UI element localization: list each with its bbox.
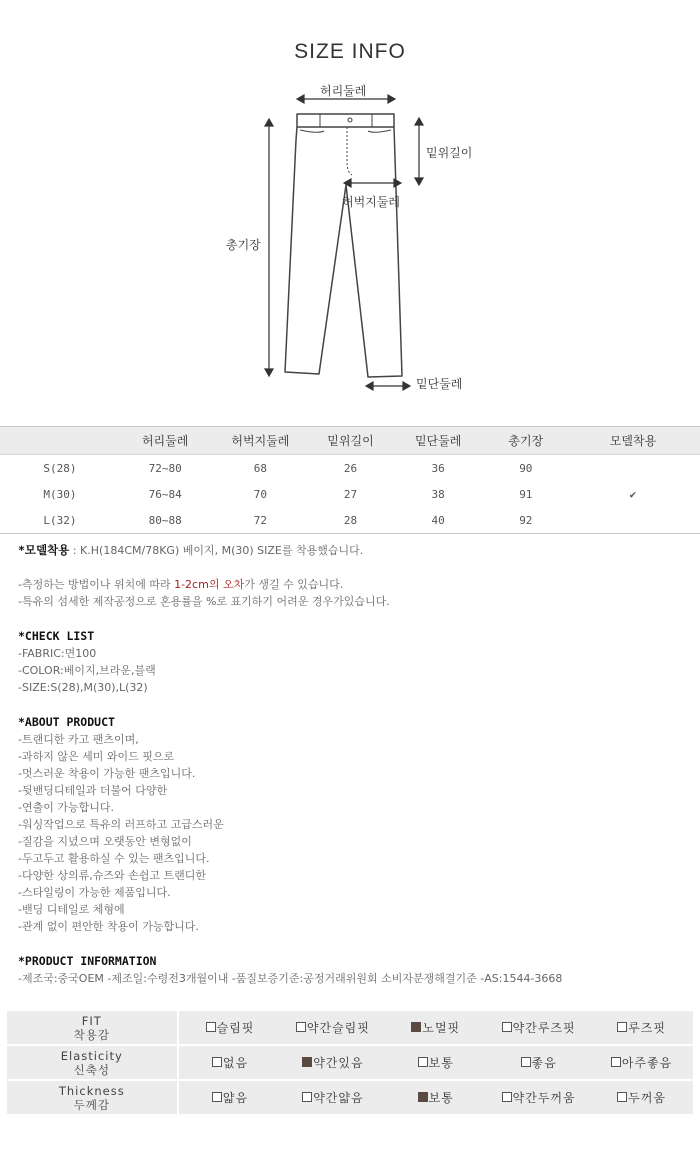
option-label: 노멀핏 bbox=[422, 1021, 461, 1035]
checkbox-checked-icon bbox=[302, 1057, 312, 1067]
elasticity-label-en: Elasticity bbox=[60, 1048, 123, 1063]
note-text: 가 생길 수 있습니다. bbox=[244, 578, 344, 591]
model-info-text: : K.H(184CM/78KG) 베이지, M(30) SIZE를 착용했습니다. bbox=[69, 544, 364, 557]
hem-cell: 38 bbox=[431, 487, 445, 501]
list-item: -과하지 않은 세미 와이드 핏으로 bbox=[18, 750, 175, 763]
size-cell: S(28) bbox=[43, 461, 77, 475]
elasticity-option bbox=[179, 1046, 282, 1079]
model-cell bbox=[566, 507, 700, 534]
thigh-cell: 72 bbox=[210, 507, 310, 534]
size-cell: L(32) bbox=[0, 507, 120, 534]
option-label: 얇음 bbox=[222, 1091, 249, 1105]
elasticity-option bbox=[281, 1046, 384, 1079]
option-label: 약간두꺼움 bbox=[512, 1091, 576, 1105]
elasticity-label bbox=[7, 1046, 179, 1079]
thickness-option bbox=[487, 1081, 590, 1114]
about-product bbox=[18, 714, 224, 935]
size-table bbox=[0, 426, 700, 534]
option-label: 슬림핏 bbox=[216, 1021, 255, 1035]
hem-cell: 40 bbox=[391, 507, 486, 534]
product-information bbox=[18, 953, 562, 987]
list-item: -워싱작업으로 특유의 러프하고 고급스러운 bbox=[18, 818, 224, 831]
checkbox-icon bbox=[617, 1022, 627, 1032]
option-label: 보통 bbox=[428, 1056, 454, 1070]
about-product-heading: *ABOUT PRODUCT bbox=[18, 715, 115, 729]
thigh-label: 허벅지둘레 bbox=[342, 195, 400, 209]
fit-table bbox=[7, 1009, 693, 1116]
model-info bbox=[18, 542, 363, 559]
check-list-heading: *CHECK LIST bbox=[18, 629, 95, 643]
list-item: -SIZE:S(28),M(30),L(32) bbox=[18, 681, 148, 694]
header-cell: 허벅지둘레 bbox=[210, 427, 310, 455]
fit-label-en: FIT bbox=[81, 1013, 102, 1028]
pants-size-diagram bbox=[0, 76, 700, 406]
list-item: -관계 없이 편안한 착용이 가능합니다. bbox=[18, 920, 199, 933]
note-line: -특유의 섬세한 제작공정으로 혼용률을 %로 표기하기 어려운 경우가있습니다. bbox=[18, 595, 390, 608]
checkbox-checked-icon bbox=[418, 1092, 428, 1102]
model-info-heading: *모델착용 bbox=[18, 543, 70, 557]
list-item: -COLOR:베이지,브라운,블랙 bbox=[18, 664, 156, 677]
size-cell: M(30) bbox=[43, 487, 77, 501]
thickness-label-en: Thickness bbox=[58, 1083, 125, 1098]
option-label: 약간슬림핏 bbox=[306, 1021, 370, 1035]
size-table-header bbox=[0, 427, 700, 455]
checkbox-icon bbox=[521, 1057, 531, 1067]
measurement-notes bbox=[18, 576, 390, 610]
model-cell bbox=[566, 455, 700, 482]
pants-illustration bbox=[0, 76, 700, 406]
length-label: 총기장 bbox=[226, 238, 261, 252]
checkbox-icon bbox=[212, 1092, 222, 1102]
list-item: -멋스러운 착용이 가능한 팬츠입니다. bbox=[18, 767, 196, 780]
thickness-label-ko: 두께감 bbox=[73, 1097, 110, 1112]
option-label: 아주좋음 bbox=[621, 1056, 673, 1070]
waist-cell: 76~84 bbox=[148, 487, 182, 501]
list-item: -FABRIC:면100 bbox=[18, 647, 97, 660]
list-item: -스타일링이 가능한 제품입니다. bbox=[18, 886, 171, 899]
fit-option bbox=[384, 1011, 487, 1044]
checkbox-icon bbox=[502, 1022, 512, 1032]
checkbox-icon bbox=[617, 1092, 627, 1102]
waist-label: 허리둘레 bbox=[320, 84, 367, 98]
thigh-cell: 68 bbox=[253, 461, 267, 475]
table-row bbox=[0, 507, 700, 534]
option-label: 좋음 bbox=[531, 1056, 557, 1070]
note-text: -측정하는 방법이나 위치에 따라 bbox=[18, 578, 175, 591]
fit-row bbox=[7, 1011, 693, 1044]
fit-label-ko: 착용감 bbox=[73, 1027, 110, 1042]
thigh-cell: 70 bbox=[253, 487, 267, 501]
fit-option bbox=[590, 1011, 693, 1044]
elasticity-option bbox=[487, 1046, 590, 1079]
rise-label: 밑위길이 bbox=[426, 146, 473, 160]
model-check-icon: ✔ bbox=[629, 487, 637, 501]
option-label: 루즈핏 bbox=[628, 1021, 666, 1035]
checkbox-icon bbox=[611, 1057, 621, 1067]
option-label: 약간루즈핏 bbox=[512, 1021, 576, 1035]
fit-option bbox=[179, 1011, 282, 1044]
table-row bbox=[0, 481, 700, 507]
checkbox-icon bbox=[302, 1092, 312, 1102]
option-label: 약간얇음 bbox=[313, 1091, 364, 1105]
header-cell bbox=[0, 427, 120, 455]
thickness-option bbox=[590, 1081, 693, 1114]
list-item: -질감을 지녔으며 오랫동안 변형없이 bbox=[18, 835, 192, 848]
checkbox-icon bbox=[296, 1022, 306, 1032]
elasticity-option bbox=[590, 1046, 693, 1079]
fit-option bbox=[281, 1011, 384, 1044]
elasticity-label-ko: 신축성 bbox=[73, 1062, 110, 1077]
thickness-option bbox=[281, 1081, 384, 1114]
checkbox-icon bbox=[212, 1057, 222, 1067]
fit-option bbox=[487, 1011, 590, 1044]
waist-cell: 72~80 bbox=[148, 461, 182, 475]
list-item: -두고두고 활용하실 수 있는 팬츠입니다. bbox=[18, 852, 210, 865]
list-item: -다양한 상의류,슈즈와 손쉽고 트랜디한 bbox=[18, 869, 206, 882]
elasticity-option bbox=[384, 1046, 487, 1079]
tolerance-highlight: 1-2cm의 오차 bbox=[174, 578, 245, 591]
checkbox-checked-icon bbox=[411, 1022, 421, 1032]
header-cell: 밑단둘레 bbox=[391, 427, 486, 455]
option-label: 보통 bbox=[428, 1091, 454, 1105]
page-title: SIZE INFO bbox=[294, 40, 406, 63]
thickness-option bbox=[179, 1081, 282, 1114]
option-label: 약간있음 bbox=[313, 1056, 364, 1070]
option-label: 두꺼움 bbox=[628, 1091, 666, 1105]
length-cell: 90 bbox=[519, 461, 533, 475]
checkbox-icon bbox=[502, 1092, 512, 1102]
rise-cell: 28 bbox=[310, 507, 390, 534]
hem-cell: 36 bbox=[431, 461, 445, 475]
length-cell: 91 bbox=[519, 487, 533, 501]
header-cell: 밑위길이 bbox=[310, 427, 390, 455]
list-item: -트랜디한 카고 팬츠이며, bbox=[18, 733, 139, 746]
length-cell: 92 bbox=[486, 507, 566, 534]
waist-cell: 80~88 bbox=[120, 507, 211, 534]
table-row bbox=[0, 455, 700, 482]
option-label: 없음 bbox=[222, 1056, 249, 1070]
header-cell: 허리둘레 bbox=[120, 427, 211, 455]
rise-cell: 27 bbox=[343, 487, 358, 501]
list-item: -연출이 가능합니다. bbox=[18, 801, 114, 814]
header-cell: 모델착용 bbox=[566, 427, 700, 455]
note-line bbox=[18, 576, 390, 593]
hem-label: 밑단둘레 bbox=[416, 377, 463, 391]
product-information-heading: *PRODUCT INFORMATION bbox=[18, 954, 157, 968]
elasticity-row bbox=[7, 1046, 693, 1079]
thickness-option bbox=[384, 1081, 487, 1114]
fit-label bbox=[7, 1011, 179, 1044]
list-item: -밴딩 디테일로 체형에 bbox=[18, 903, 125, 916]
checkbox-icon bbox=[206, 1022, 216, 1032]
list-item: -뒷밴딩디테일과 더불어 다양한 bbox=[18, 784, 168, 797]
header-cell: 총기장 bbox=[486, 427, 566, 455]
rise-cell: 26 bbox=[343, 461, 358, 475]
thickness-row bbox=[7, 1081, 693, 1114]
check-list bbox=[18, 628, 156, 696]
thickness-label bbox=[7, 1081, 179, 1114]
product-information-text: -제조국:중국OEM -제조일:수령전3개월이내 -품질보증기준:공정거래위원회 소비자분쟁해결기준 -AS:1544-3668 bbox=[18, 972, 563, 985]
checkbox-icon bbox=[418, 1057, 428, 1067]
